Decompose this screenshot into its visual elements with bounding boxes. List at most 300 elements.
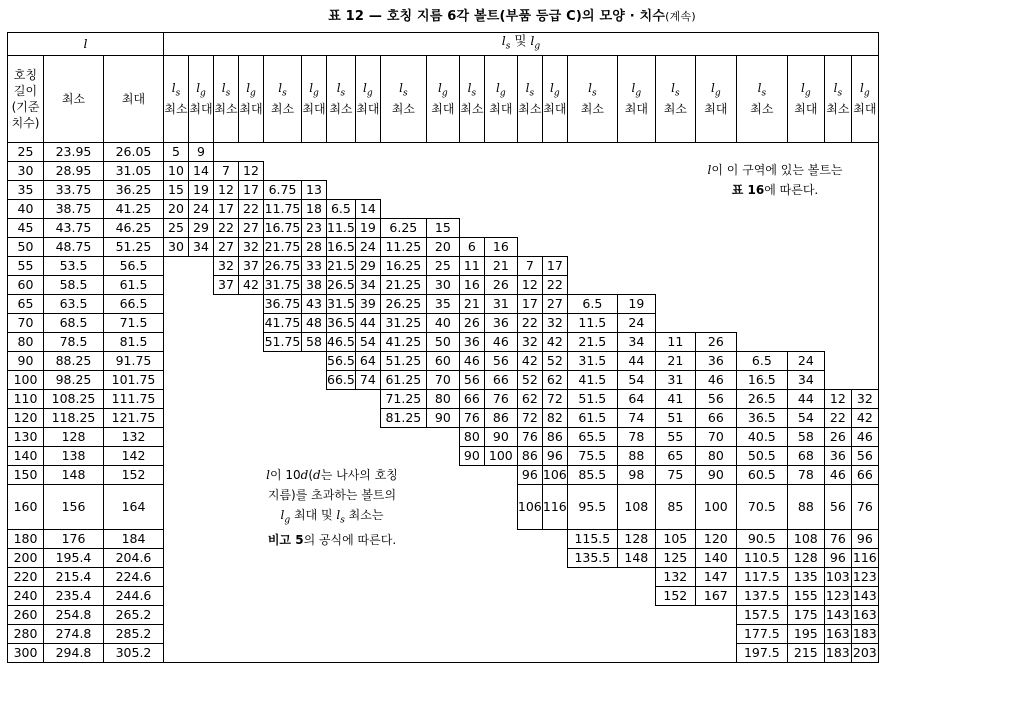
lg-max-cell: [617, 199, 655, 218]
l-min-cell: 63.5: [44, 294, 104, 313]
lg-max-cell: [484, 218, 517, 237]
lg-max-cell: [787, 256, 824, 275]
note-lower-line-2: 지름)를 초과하는 볼트의: [267, 488, 397, 502]
lg-max-cell: [484, 465, 517, 484]
ls-min-cell: 21.75: [264, 237, 302, 256]
l-min-cell: 53.5: [44, 256, 104, 275]
ls-min-cell: 11.5: [567, 313, 617, 332]
ls-min-cell: [327, 389, 356, 408]
length-cell: 180: [8, 529, 44, 548]
ls-min-cell: [824, 313, 851, 332]
lg-max-header: $l_g$ 최대: [695, 55, 736, 142]
ls-min-cell: [824, 351, 851, 370]
ls-min-cell: [459, 218, 484, 237]
header-label: 최소: [270, 102, 295, 117]
lg-max-cell: 28: [302, 237, 327, 256]
lg-max-cell: 98: [617, 465, 655, 484]
length-cell: 110: [8, 389, 44, 408]
lg-max-cell: 34: [355, 275, 380, 294]
lg-max-cell: [542, 161, 567, 180]
length-cell: 70: [8, 313, 44, 332]
lg-max-cell: [189, 427, 214, 446]
l-max-header: 최대: [104, 55, 164, 142]
l-min-cell: 294.8: [44, 643, 104, 662]
lg-max-header: $l_g$ 최대: [426, 55, 459, 142]
lg-max-cell: 215: [787, 643, 824, 662]
ls-min-cell: [327, 142, 356, 161]
lg-max-cell: 82: [542, 408, 567, 427]
lg-max-cell: 24: [617, 313, 655, 332]
lg-max-cell: 116: [542, 484, 567, 529]
lg-max-cell: 64: [617, 389, 655, 408]
table-row: [8, 624, 879, 643]
lg-max-cell: 24: [189, 199, 214, 218]
ls-min-cell: 177.5: [736, 624, 787, 643]
lg-max-cell: 46: [484, 332, 517, 351]
ls-min-cell: 26.5: [327, 275, 356, 294]
ls-min-cell: 75: [655, 465, 695, 484]
ls-min-cell: 197.5: [736, 643, 787, 662]
lg-max-cell: 96: [542, 446, 567, 465]
lg-max-cell: 29: [355, 256, 380, 275]
lg-max-cell: [484, 605, 517, 624]
l-min-cell: 88.25: [44, 351, 104, 370]
ls-min-cell: 22: [517, 313, 542, 332]
header-label: 최소: [580, 102, 604, 117]
l-max-cell: 142: [104, 446, 164, 465]
ls-min-cell: 66.5: [327, 370, 356, 389]
ls-min-cell: [380, 643, 426, 662]
header-label: 최대: [302, 102, 326, 117]
ls-min-cell: [824, 256, 851, 275]
l-max-cell: 81.5: [104, 332, 164, 351]
lg-max-cell: 143: [851, 586, 878, 605]
ls-min-cell: [380, 180, 426, 199]
lg-max-cell: [355, 548, 380, 567]
lg-max-cell: [189, 624, 214, 643]
lg-max-cell: 43: [302, 294, 327, 313]
header-label: 최소: [750, 102, 774, 117]
lg-max-cell: 32: [851, 389, 878, 408]
l-min-cell: 28.95: [44, 161, 104, 180]
ls-min-cell: 132: [655, 567, 695, 586]
ls-min-cell: [164, 567, 189, 586]
ls-min-cell: [164, 332, 189, 351]
header-row-2: [8, 55, 879, 142]
lg-max-cell: [189, 332, 214, 351]
header-label: 최대: [624, 102, 648, 117]
ls-min-cell: [517, 237, 542, 256]
ls-min-cell: [567, 586, 617, 605]
table-row: [8, 142, 879, 161]
ls-min-cell: 21: [459, 294, 484, 313]
ls-min-cell: [380, 624, 426, 643]
ls-min-cell: [327, 161, 356, 180]
ls-min-cell: [824, 332, 851, 351]
ls-min-cell: [264, 586, 302, 605]
header-label: 최소: [214, 102, 238, 117]
ls-min-cell: [824, 199, 851, 218]
ls-min-cell: 31.5: [327, 294, 356, 313]
ls-min-cell: [327, 548, 356, 567]
lg-max-cell: [542, 605, 567, 624]
ls-min-cell: [264, 142, 302, 161]
ls-min-cell: 80: [459, 427, 484, 446]
l-min-cell: 23.95: [44, 142, 104, 161]
ls-min-cell: [655, 256, 695, 275]
table-row: [8, 484, 879, 529]
lg-max-cell: 175: [787, 605, 824, 624]
lg-max-cell: [189, 313, 214, 332]
lg-max-cell: [542, 199, 567, 218]
lg-max-cell: 26: [484, 275, 517, 294]
lg-max-cell: [189, 567, 214, 586]
l-min-cell: 195.4: [44, 548, 104, 567]
lg-max-cell: [355, 446, 380, 465]
length-cell: 280: [8, 624, 44, 643]
header-label: 최대: [704, 102, 728, 117]
lg-max-cell: [542, 567, 567, 586]
lg-max-cell: [189, 446, 214, 465]
ls-min-cell: 36.75: [264, 294, 302, 313]
ls-min-cell: 16.5: [736, 370, 787, 389]
lg-max-cell: [189, 389, 214, 408]
ls-min-cell: [264, 548, 302, 567]
ls-min-cell: [459, 586, 484, 605]
ls-min-cell: [517, 161, 542, 180]
lg-max-cell: [189, 275, 214, 294]
lg-max-cell: 29: [189, 218, 214, 237]
ls-min-cell: [736, 142, 787, 161]
ls-min-cell: [327, 446, 356, 465]
lg-max-cell: 56: [695, 389, 736, 408]
note-upper-region: [655, 160, 895, 200]
ls-min-cell: [164, 624, 189, 643]
ls-min-cell: 46: [824, 465, 851, 484]
lg-max-cell: 39: [355, 294, 380, 313]
lg-max-cell: 36: [695, 351, 736, 370]
lg-max-cell: [239, 389, 264, 408]
lg-max-cell: [695, 313, 736, 332]
lg-max-cell: 24: [355, 237, 380, 256]
l-min-cell: 58.5: [44, 275, 104, 294]
lg-max-cell: 78: [787, 465, 824, 484]
lg-max-cell: 27: [239, 218, 264, 237]
ls-min-cell: [214, 643, 239, 662]
lg-max-cell: 195: [787, 624, 824, 643]
ls-min-cell: [164, 389, 189, 408]
ls-min-cell: 7: [517, 256, 542, 275]
ls-min-cell: 117.5: [736, 567, 787, 586]
lg-max-cell: 135: [787, 567, 824, 586]
l-max-cell: 184: [104, 529, 164, 548]
header-label: 최대: [189, 102, 213, 117]
lg-max-cell: 76: [484, 389, 517, 408]
lg-max-cell: 90: [426, 408, 459, 427]
l-max-cell: 224.6: [104, 567, 164, 586]
ls-min-cell: 36: [824, 446, 851, 465]
lg-max-cell: [239, 332, 264, 351]
lg-max-cell: [189, 294, 214, 313]
lg-max-cell: 12: [239, 161, 264, 180]
lg-max-cell: 44: [355, 313, 380, 332]
ls-min-header: $l_s$ 최소: [567, 55, 617, 142]
lg-max-cell: [189, 586, 214, 605]
ls-min-cell: 16.25: [380, 256, 426, 275]
table-row: [8, 294, 879, 313]
lg-max-cell: 19: [617, 294, 655, 313]
ls-min-cell: 106: [517, 484, 542, 529]
lg-max-cell: 27: [542, 294, 567, 313]
table-row: [8, 586, 879, 605]
ls-min-cell: [380, 548, 426, 567]
ls-min-cell: 22: [824, 408, 851, 427]
lg-max-cell: 68: [787, 446, 824, 465]
ls-min-cell: 75.5: [567, 446, 617, 465]
lg-max-cell: 35: [426, 294, 459, 313]
ls-min-cell: [380, 427, 426, 446]
ls-min-cell: [380, 605, 426, 624]
lg-max-cell: [617, 624, 655, 643]
lg-max-cell: 34: [787, 370, 824, 389]
ls-min-cell: 12: [214, 180, 239, 199]
length-cell: 160: [8, 484, 44, 529]
l-min-cell: 215.4: [44, 567, 104, 586]
ls-min-cell: 16: [459, 275, 484, 294]
ls-min-cell: 12: [824, 389, 851, 408]
ls-min-cell: [567, 237, 617, 256]
ls-min-cell: [459, 142, 484, 161]
lg-max-header: $l_g$ 최대: [617, 55, 655, 142]
ls-min-cell: [380, 446, 426, 465]
l-max-cell: 305.2: [104, 643, 164, 662]
lg-max-cell: [302, 586, 327, 605]
lg-max-cell: 42: [542, 332, 567, 351]
lg-max-cell: [239, 408, 264, 427]
lg-max-cell: 33: [302, 256, 327, 275]
l-max-cell: 152: [104, 465, 164, 484]
lg-max-cell: [355, 643, 380, 662]
ls-min-cell: [736, 256, 787, 275]
lg-max-cell: [617, 218, 655, 237]
length-cell: 35: [8, 180, 44, 199]
ls-min-cell: 103: [824, 567, 851, 586]
lg-max-header: $l_g$ 최대: [484, 55, 517, 142]
ls-min-cell: 135.5: [567, 548, 617, 567]
ls-min-cell: 11: [655, 332, 695, 351]
ls-min-cell: [214, 294, 239, 313]
header-label: 최대: [543, 102, 567, 117]
l-max-cell: 111.75: [104, 389, 164, 408]
lg-max-cell: 17: [542, 256, 567, 275]
ls-min-cell: [655, 294, 695, 313]
lg-max-cell: 34: [189, 237, 214, 256]
l-min-cell: 148: [44, 465, 104, 484]
ls-min-cell: [214, 446, 239, 465]
ls-min-cell: 76: [517, 427, 542, 446]
lg-max-cell: 80: [426, 389, 459, 408]
lg-max-cell: [189, 529, 214, 548]
header-label: 최소: [164, 102, 188, 117]
lg-symbol: $l_g$: [530, 33, 541, 52]
lg-max-cell: 86: [542, 427, 567, 446]
lg-max-cell: 78: [617, 427, 655, 446]
ls-min-cell: 76: [459, 408, 484, 427]
header-label: 최소: [329, 102, 353, 117]
ls-min-cell: 27: [214, 237, 239, 256]
ls-min-cell: [655, 142, 695, 161]
header-label: 최대: [356, 102, 380, 117]
ls-min-cell: 30: [164, 237, 189, 256]
lg-max-cell: 17: [239, 180, 264, 199]
lg-max-cell: [617, 256, 655, 275]
lg-max-cell: 62: [542, 370, 567, 389]
lg-max-cell: [189, 370, 214, 389]
l-max-cell: 121.75: [104, 408, 164, 427]
table-title-main: 표 12 — 호칭 지름 6각 볼트(부품 등급 C)의 모양 · 치수: [328, 9, 666, 24]
table-row: [8, 567, 879, 586]
table-row: [8, 237, 879, 256]
table-row: [8, 605, 879, 624]
l-max-cell: 31.05: [104, 161, 164, 180]
ls-min-cell: [459, 199, 484, 218]
lg-max-cell: [239, 370, 264, 389]
lg-max-cell: [426, 446, 459, 465]
lg-max-cell: [617, 142, 655, 161]
lg-max-cell: [851, 142, 878, 161]
lg-max-cell: [695, 643, 736, 662]
ls-min-cell: 157.5: [736, 605, 787, 624]
table-row: [8, 427, 879, 446]
l-max-cell: 26.05: [104, 142, 164, 161]
ls-min-cell: [214, 370, 239, 389]
lg-max-cell: [302, 548, 327, 567]
ls-min-cell: 41: [655, 389, 695, 408]
lg-max-cell: [355, 142, 380, 161]
ls-min-cell: 72: [517, 408, 542, 427]
lg-max-cell: 25: [426, 256, 459, 275]
lg-max-cell: [302, 161, 327, 180]
lg-max-cell: [426, 567, 459, 586]
ls-min-cell: [164, 643, 189, 662]
ls-min-cell: [264, 161, 302, 180]
lg-max-cell: 58: [302, 332, 327, 351]
l-min-cell: 176: [44, 529, 104, 548]
ls-min-cell: 26.75: [264, 256, 302, 275]
ls-min-cell: [264, 427, 302, 446]
ls-min-cell: [824, 294, 851, 313]
ls-min-cell: [824, 275, 851, 294]
header-label: 최소: [391, 102, 415, 117]
lg-max-cell: 76: [851, 484, 878, 529]
ls-min-cell: 6: [459, 237, 484, 256]
lg-max-cell: [426, 199, 459, 218]
ls-min-cell: [459, 567, 484, 586]
lg-max-cell: [787, 199, 824, 218]
lg-max-cell: [239, 605, 264, 624]
ls-min-cell: 36.5: [327, 313, 356, 332]
lg-max-cell: [302, 446, 327, 465]
l-max-cell: 71.5: [104, 313, 164, 332]
lg-max-cell: [695, 605, 736, 624]
ls-min-cell: 31.75: [264, 275, 302, 294]
l-max-cell: 132: [104, 427, 164, 446]
lg-max-cell: [239, 142, 264, 161]
lg-max-cell: 140: [695, 548, 736, 567]
ls-min-cell: [164, 529, 189, 548]
lg-max-cell: 38: [302, 275, 327, 294]
lg-max-cell: [542, 529, 567, 548]
lg-max-cell: [355, 389, 380, 408]
l-max-cell: 244.6: [104, 586, 164, 605]
ls-min-cell: 26.25: [380, 294, 426, 313]
header-label: 최소: [663, 102, 687, 117]
lg-max-cell: 32: [542, 313, 567, 332]
header-label: 최소: [826, 102, 850, 117]
ls-min-cell: 17: [214, 199, 239, 218]
lg-max-cell: 32: [239, 237, 264, 256]
ls-min-cell: 36: [459, 332, 484, 351]
l-max-cell: 66.5: [104, 294, 164, 313]
table-row: [8, 408, 879, 427]
lg-max-cell: [617, 567, 655, 586]
lg-max-cell: 21: [484, 256, 517, 275]
ls-min-cell: [214, 351, 239, 370]
lg-max-cell: 34: [617, 332, 655, 351]
ls-min-cell: [164, 294, 189, 313]
ls-min-cell: 37: [214, 275, 239, 294]
ls-min-cell: 46: [459, 351, 484, 370]
ls-min-cell: [164, 446, 189, 465]
ls-min-cell: 7: [214, 161, 239, 180]
ls-min-cell: 65: [655, 446, 695, 465]
ls-min-cell: [517, 567, 542, 586]
ls-min-cell: 10: [164, 161, 189, 180]
lg-max-cell: 70: [426, 370, 459, 389]
lg-max-cell: 42: [239, 275, 264, 294]
lg-max-cell: 20: [426, 237, 459, 256]
ls-min-cell: [517, 199, 542, 218]
lg-max-cell: [426, 643, 459, 662]
header-label: 최대: [431, 102, 455, 117]
length-cell: 260: [8, 605, 44, 624]
ls-min-cell: 21.25: [380, 275, 426, 294]
ls-min-cell: [459, 643, 484, 662]
ls-min-cell: 6.25: [380, 218, 426, 237]
ls-min-cell: [736, 332, 787, 351]
lg-max-cell: 54: [617, 370, 655, 389]
ls-symbol: $l_s$: [501, 33, 511, 52]
ls-min-cell: 26: [459, 313, 484, 332]
ls-min-cell: [164, 605, 189, 624]
lg-max-cell: [787, 218, 824, 237]
ls-min-cell: [164, 256, 189, 275]
ls-min-cell: 71.25: [380, 389, 426, 408]
lg-max-cell: 22: [239, 199, 264, 218]
lg-max-cell: [302, 351, 327, 370]
lg-max-cell: [189, 484, 214, 529]
ls-min-header: $l_s$ 최소: [214, 55, 239, 142]
ls-min-header: $l_s$ 최소: [736, 55, 787, 142]
lg-max-cell: [484, 161, 517, 180]
table-row: [8, 199, 879, 218]
ls-min-cell: 56: [459, 370, 484, 389]
l-max-cell: 41.25: [104, 199, 164, 218]
length-cell: 80: [8, 332, 44, 351]
l-min-cell: 38.75: [44, 199, 104, 218]
l-min-cell: 254.8: [44, 605, 104, 624]
ls-min-cell: [164, 408, 189, 427]
